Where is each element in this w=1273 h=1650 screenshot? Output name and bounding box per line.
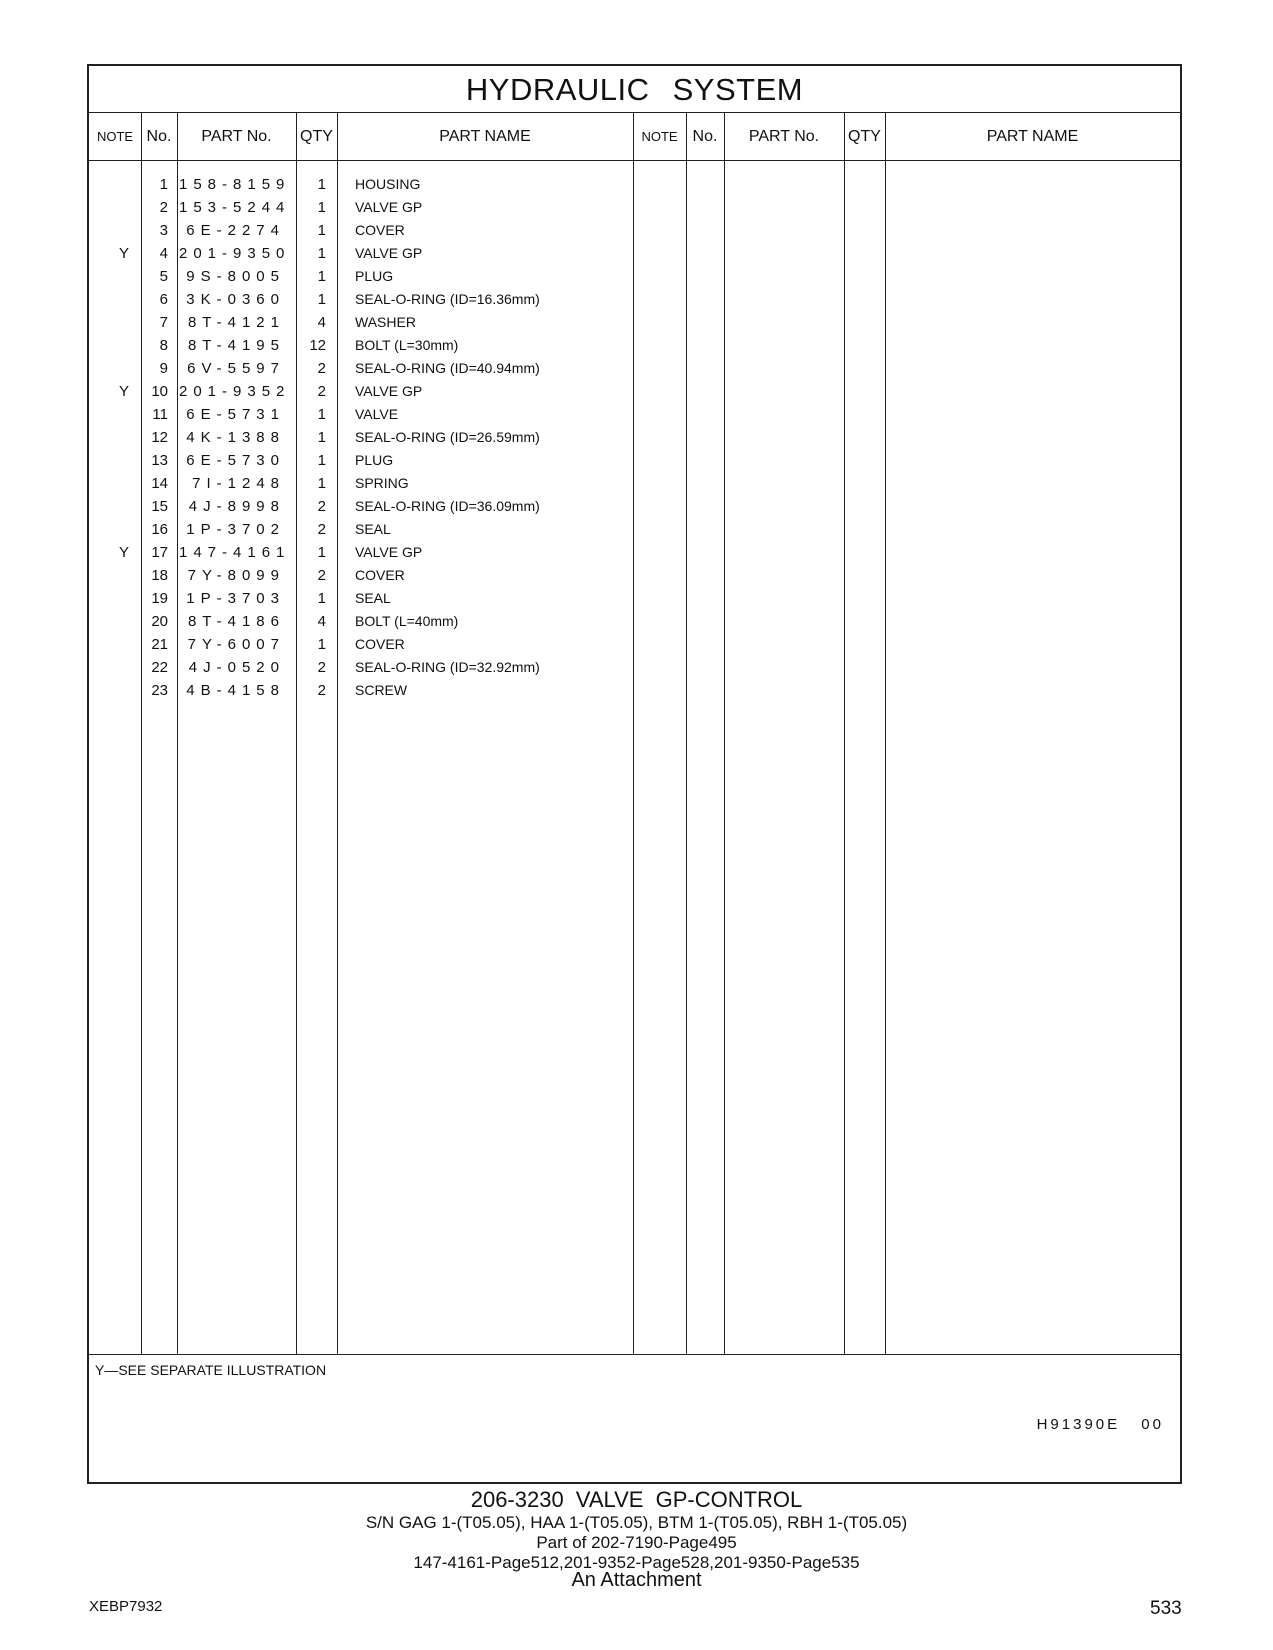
table-row: [89, 472, 1180, 495]
item-number: 7: [159, 314, 168, 331]
quantity: 2: [317, 682, 326, 699]
header-no-right: No.: [692, 128, 718, 145]
part-name: COVER: [355, 636, 405, 652]
note-cell: Y: [118, 245, 129, 262]
caption-serial-numbers: S/N GAG 1-(T05.05), HAA 1-(T05.05), BTM 1-(T05.05), RBH 1-(T05.05): [365, 1513, 908, 1532]
table-row: [89, 564, 1180, 587]
caption-page-references: 147-4161-Page512,201-9352-Page528,201-9350-Page535: [413, 1553, 860, 1572]
note-cell: [89, 633, 129, 656]
note-cell: [89, 449, 129, 472]
quantity: 4: [317, 613, 326, 630]
part-name: SEAL: [355, 521, 391, 537]
part-name: BOLT (L=30mm): [355, 337, 459, 353]
note-cell: Y: [118, 383, 129, 400]
item-number: 23: [151, 682, 168, 699]
part-name: VALVE GP: [355, 544, 423, 560]
part-number: 8T-4186: [187, 613, 285, 630]
footnote: Y—SEE SEPARATE ILLUSTRATION: [95, 1362, 327, 1378]
quantity: 1: [317, 245, 326, 262]
part-number: 153-5244: [179, 199, 291, 216]
table-row: [89, 656, 1180, 679]
table-row: [89, 219, 1180, 242]
note-cell: [89, 587, 129, 610]
part-number: 6E-5731: [186, 406, 285, 423]
item-number: 16: [151, 521, 168, 538]
table-row: [89, 403, 1180, 426]
quantity: 1: [317, 452, 326, 469]
item-number: 2: [159, 199, 168, 216]
part-number: 9S-8005: [186, 268, 285, 285]
item-number: 13: [151, 452, 168, 469]
table-row: [89, 357, 1180, 380]
part-name: VALVE GP: [355, 199, 423, 215]
part-number: 6E-2274: [186, 222, 285, 239]
table-row: [89, 173, 1180, 196]
item-number: 5: [159, 268, 168, 285]
parts-table-frame: [87, 64, 1182, 1484]
quantity: 1: [317, 222, 326, 239]
item-number: 3: [159, 222, 168, 239]
part-number: 7Y-6007: [187, 636, 285, 653]
quantity: 2: [317, 521, 326, 538]
note-cell: [89, 173, 129, 196]
part-number: 7Y-8099: [187, 567, 285, 584]
quantity: 1: [317, 544, 326, 561]
table-row: [89, 196, 1180, 219]
note-cell: [89, 472, 129, 495]
item-number: 6: [159, 291, 168, 308]
item-number: 15: [151, 498, 168, 515]
quantity: 1: [317, 199, 326, 216]
table-row: [89, 541, 1180, 564]
header-qty: QTY: [300, 128, 333, 145]
table-row: [89, 426, 1180, 449]
caption-part-of: Part of 202-7190-Page495: [536, 1533, 737, 1552]
table-row: [89, 449, 1180, 472]
part-name: SEAL-O-RING (ID=16.36mm): [355, 291, 540, 307]
quantity: 1: [317, 475, 326, 492]
part-number: 1P-3703: [186, 590, 285, 607]
item-number: 18: [151, 567, 168, 584]
table-row: [89, 334, 1180, 357]
note-cell: [89, 679, 129, 702]
quantity: 12: [309, 337, 326, 354]
item-number: 4: [159, 245, 168, 262]
table-row: [89, 610, 1180, 633]
table-row: [89, 518, 1180, 541]
part-name: SEAL-O-RING (ID=32.92mm): [355, 659, 540, 675]
quantity: 2: [317, 498, 326, 515]
note-cell: [89, 610, 129, 633]
header-part-name: PART NAME: [439, 128, 531, 145]
part-name: HOUSING: [355, 176, 421, 192]
item-number: 9: [159, 360, 168, 377]
note-cell: [89, 656, 129, 679]
quantity: 1: [317, 176, 326, 193]
page-number: 533: [1150, 1598, 1182, 1619]
part-name: COVER: [355, 222, 405, 238]
table-row: [89, 288, 1180, 311]
section-title: HYDRAULIC SYSTEM: [89, 66, 1180, 113]
table-row: [89, 633, 1180, 656]
part-name: BOLT (L=40mm): [355, 613, 459, 629]
table-row: [89, 311, 1180, 334]
header-part-no-right: PART No.: [748, 128, 820, 145]
part-name: VALVE: [355, 406, 399, 422]
quantity: 2: [317, 659, 326, 676]
item-number: 17: [151, 544, 168, 561]
part-name: VALVE GP: [355, 245, 423, 261]
publication-number: XEBP7932: [89, 1598, 163, 1615]
part-name: WASHER: [355, 314, 416, 330]
part-number: 201-9352: [179, 383, 291, 400]
part-name: SCREW: [355, 682, 408, 698]
note-cell: [89, 265, 129, 288]
quantity: 1: [317, 590, 326, 607]
quantity: 1: [317, 636, 326, 653]
item-number: 8: [159, 337, 168, 354]
note-cell: [89, 288, 129, 311]
footer-divider: [89, 1354, 1180, 1355]
part-number: 4B-4158: [186, 682, 285, 699]
caption-attachment: An Attachment: [571, 1569, 702, 1591]
header-note: NOTE: [96, 129, 134, 144]
note-cell: [89, 219, 129, 242]
quantity: 1: [317, 291, 326, 308]
note-cell: [89, 564, 129, 587]
part-number: 6V-5597: [187, 360, 285, 377]
part-name: SEAL: [355, 590, 391, 606]
header-part-no: PART No.: [201, 128, 272, 145]
note-cell: [89, 518, 129, 541]
table-row: [89, 265, 1180, 288]
table-row: [89, 380, 1180, 403]
part-number: 4K-1388: [186, 429, 285, 446]
part-number: 1P-3702: [186, 521, 285, 538]
note-cell: [89, 357, 129, 380]
header-qty-right: QTY: [848, 128, 881, 145]
table-row: [89, 679, 1180, 702]
item-number: 12: [151, 429, 168, 446]
part-name: SEAL-O-RING (ID=36.09mm): [355, 498, 540, 514]
part-number: 4J-8998: [188, 498, 285, 515]
part-name: SEAL-O-RING (ID=40.94mm): [355, 360, 540, 376]
part-number: 147-4161: [179, 544, 291, 561]
quantity: 1: [317, 406, 326, 423]
item-number: 14: [151, 475, 168, 492]
item-number: 19: [151, 590, 168, 607]
document-reference: H91390E 00: [1036, 1416, 1164, 1433]
part-number: 201-9350: [179, 245, 291, 262]
part-number: 8T-4195: [187, 337, 285, 354]
part-name: VALVE GP: [355, 383, 423, 399]
caption-title: 206-3230 VALVE GP-CONTROL: [470, 1487, 803, 1512]
note-cell: [89, 426, 129, 449]
part-number: 6E-5730: [186, 452, 285, 469]
part-name: COVER: [355, 567, 405, 583]
item-number: 20: [151, 613, 168, 630]
part-number: 4J-0520: [188, 659, 285, 676]
note-cell: Y: [118, 544, 129, 561]
part-number: 3K-0360: [186, 291, 285, 308]
part-number: 158-8159: [179, 176, 291, 193]
quantity: 4: [317, 314, 326, 331]
item-number: 10: [151, 383, 168, 400]
header-divider: [89, 160, 1180, 161]
note-cell: [89, 495, 129, 518]
quantity: 1: [317, 268, 326, 285]
part-name: SPRING: [355, 475, 409, 491]
item-number: 1: [159, 176, 168, 193]
item-number: 21: [151, 636, 168, 653]
part-name: SEAL-O-RING (ID=26.59mm): [355, 429, 540, 445]
quantity: 1: [317, 429, 326, 446]
note-cell: [89, 403, 129, 426]
note-cell: [89, 196, 129, 219]
quantity: 2: [317, 360, 326, 377]
header-note-right: NOTE: [641, 129, 678, 144]
table-row: [89, 495, 1180, 518]
part-name: PLUG: [355, 268, 394, 284]
part-number: 7I-1248: [192, 475, 285, 492]
note-cell: [89, 334, 129, 357]
table-row: [89, 242, 1180, 265]
part-number: 8T-4121: [187, 314, 285, 331]
item-number: 22: [151, 659, 168, 676]
header-part-name-right: PART NAME: [986, 128, 1079, 145]
header-no: No.: [146, 128, 172, 145]
quantity: 2: [317, 383, 326, 400]
note-cell: [89, 311, 129, 334]
part-name: PLUG: [355, 452, 394, 468]
item-number: 11: [152, 406, 168, 423]
quantity: 2: [317, 567, 326, 584]
table-row: [89, 587, 1180, 610]
